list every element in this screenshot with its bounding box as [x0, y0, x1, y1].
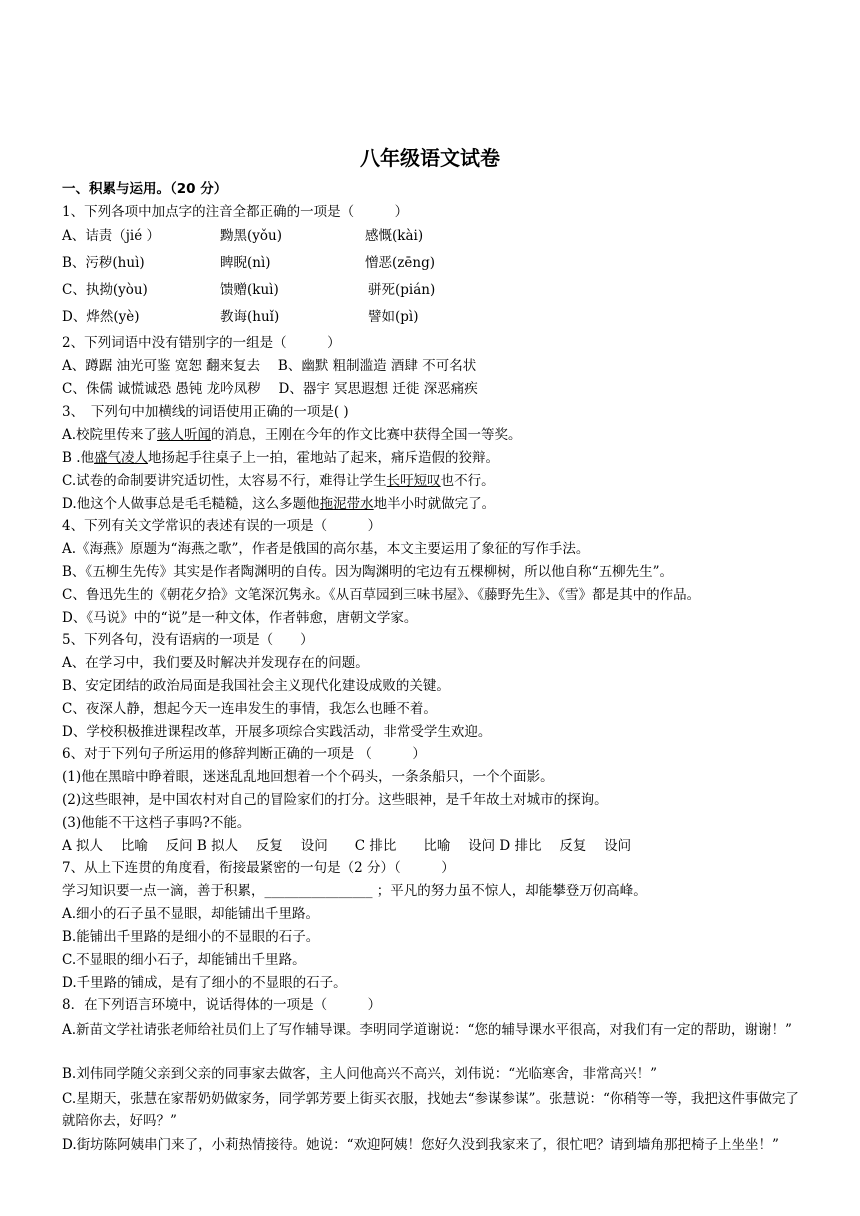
q1-b-1: B、污秽(huì)	[62, 255, 145, 271]
q1-stem: 1、下列各项中加点字的注音全都正确的一项是（ ）	[62, 204, 409, 220]
q3-option-c	[62, 472, 495, 490]
q3-d-text-end: 地半小时就做完了。	[373, 496, 496, 512]
q6-sentence-1: (1)他在黑暗中睁着眼，迷迷乱乱地回想着一个个码头，一条条船只，一个个面影。	[62, 769, 554, 785]
q3-b-text: B .他	[62, 450, 95, 466]
q3-stem: 3、 下列句中加横线的词语使用正确的一项是( )	[62, 404, 349, 420]
q3-c-text-end: 也不行。	[440, 473, 495, 489]
q4-option-c: C、鲁迅先生的《朝花夕拾》文笔深沉隽永。《从百草园到三味书屋》、《藤野先生》、《雪》都是其中的作品。	[62, 587, 701, 603]
q5-option-a: A、在学习中，我们要及时解决并发现存在的问题。	[62, 655, 369, 671]
q4-option-a: A.《海燕》原题为“海燕之歌”，作者是俄国的高尔基，本文主要运用了象征的写作手法。	[62, 541, 590, 557]
q1-c-1: C、执拗(yòu)	[62, 282, 148, 298]
q6-options: A 拟人 比喻 反问 B 拟人 反复 设问 C 排比 比喻 设问 D 排比 反复 设问	[62, 838, 632, 854]
q1-row-c	[62, 281, 435, 299]
q3-d-text: D.他这个人做事总是毛毛糙糙，这么多题他	[62, 496, 320, 512]
q8-option-b: B.刘伟同学随父亲到父亲的同事家去做客，主人问他高兴不高兴，刘伟说：“光临寒舍，非常高兴！”	[62, 1066, 658, 1082]
q3-option-a	[62, 426, 522, 444]
q1-row-d	[62, 308, 419, 326]
q1-d-1: D、烨然(yè)	[62, 309, 140, 325]
q3-c-text: C.试卷的命制要讲究适切性，太容易不行，难得让学生	[62, 473, 387, 489]
q1-row-b	[62, 254, 435, 272]
q4-option-d: D、《马说》中的“说”是一种文体，作者韩愈，唐朝文学家。	[62, 610, 418, 626]
q6-sentence-3: (3)他能不干这档子事吗?不能。	[62, 815, 251, 831]
q1-c-2: 馈赠(kuì)	[220, 282, 279, 298]
q6-sentence-2: (2)这些眼神，是中国农村对自己的冒险家们的打分。这些眼神，是千年故土对城市的探询。	[62, 792, 608, 808]
q3-a-underlined: 骇人听闻	[157, 427, 212, 443]
q6-stem: 6、对于下列句子所运用的修辞判断正确的一项是 （ ）	[62, 746, 426, 762]
q7-option-c: C.不显眼的细小石子，却能铺出千里路。	[62, 952, 306, 968]
q3-b-underlined: 盛气凌人	[94, 450, 149, 466]
q7-option-a: A.细小的石子虽不显眼，却能铺出千里路。	[62, 906, 320, 922]
q7-option-d: D.千里路的铺成，是有了细小的不显眼的石子。	[62, 975, 347, 991]
q2-stem: 2、下列词语中没有错别字的一组是（ ）	[62, 335, 341, 351]
q7-option-b: B.能铺出千里路的是细小的不显眼的石子。	[62, 929, 320, 945]
q7-context: 学习知识要一点一滴，善于积累，________________ ；平凡的努力虽不惊人，却能攀登万仞高峰。	[62, 883, 647, 899]
q1-a-2: 黝黑(yǒu)	[220, 228, 282, 244]
q3-option-d	[62, 495, 495, 513]
q1-d-2: 教诲(huǐ)	[220, 309, 280, 325]
q8-option-d: D.街坊陈阿姨串门来了，小莉热情接待。她说：“欢迎阿姨！您好久没到我家来了，很忙吧？请到墙角那把椅子上坐坐！”	[62, 1137, 779, 1153]
q1-c-3: 骈死(pián)	[368, 282, 436, 298]
q2-options-cd: C、侏儒 诚慌诚恐 愚钝 龙吟凤秽 D、器宇 冥思遐想 迁徙 深恶痛疾	[62, 381, 478, 397]
q5-option-c: C、夜深人静，想起今天一连串发生的事情，我怎么也睡不着。	[62, 701, 437, 717]
q2-options-ab: A、蹲踞 油光可鉴 宽恕 翻来复去 B、幽默 粗制滥造 酒肆 不可名状	[62, 358, 477, 374]
q3-b-text-end: 地扬起手往桌子上一拍，霍地站了起来，痛斥造假的狡辩。	[148, 450, 500, 466]
q5-stem: 5、下列各句，没有语病的一项是（ ）	[62, 632, 314, 648]
q1-b-2: 睥睨(nì)	[220, 255, 271, 271]
q1-b-3: 憎恶(zēng)	[365, 255, 435, 271]
q1-a-3: 感慨(kài)	[365, 228, 424, 244]
q3-a-text: A.校院里传来了	[62, 427, 158, 443]
q1-d-3: 譬如(pì)	[368, 309, 419, 325]
q1-a-1: A、诘责（jié ）	[62, 228, 161, 244]
q4-option-b: B、《五柳生先传》其实是作者陶渊明的自传。因为陶渊明的宅边有五棵柳树，所以他自称“五柳先生”。	[62, 564, 673, 580]
q4-stem: 4、下列有关文学常识的表述有误的一项是（ ）	[62, 518, 382, 534]
q1-row-a	[62, 227, 423, 245]
q3-a-text-end: 的消息，王刚在今年的作文比赛中获得全国一等奖。	[211, 427, 522, 443]
q8-option-c: C.星期天，张慧在家帮奶奶做家务，同学郭芳要上街买衣服，找她去“参谋参谋”。张慧说：“你稍等一等，我把这件事做完了就陪你去，好吗？”	[62, 1091, 799, 1129]
page-title: 八年级语文试卷	[360, 146, 500, 170]
q3-option-b	[62, 449, 499, 467]
q5-option-d: D、学校积极推进课程改革，开展多项综合实践活动，非常受学生欢迎。	[62, 724, 492, 740]
q5-option-b: B、安定团结的政治局面是我国社会主义现代化建设成败的关键。	[62, 678, 450, 694]
q8-option-a: A.新苗文学社请张老师给社员们上了写作辅导课。李明同学道谢说：“您的辅导课水平很高，对我们有一定的帮助，谢谢！”	[62, 1022, 792, 1038]
section-heading: 一、积累与运用。（20 分）	[62, 181, 228, 197]
q7-stem: 7、从上下连贯的角度看，衔接最紧密的一句是（2 分）（ ）	[62, 860, 455, 876]
q8-stem: 8．在下列语言环境中，说话得体的一项是（ ）	[62, 997, 382, 1013]
q3-d-underlined: 拖泥带水	[319, 496, 374, 512]
q3-c-underlined: 长吁短叹	[386, 473, 441, 489]
